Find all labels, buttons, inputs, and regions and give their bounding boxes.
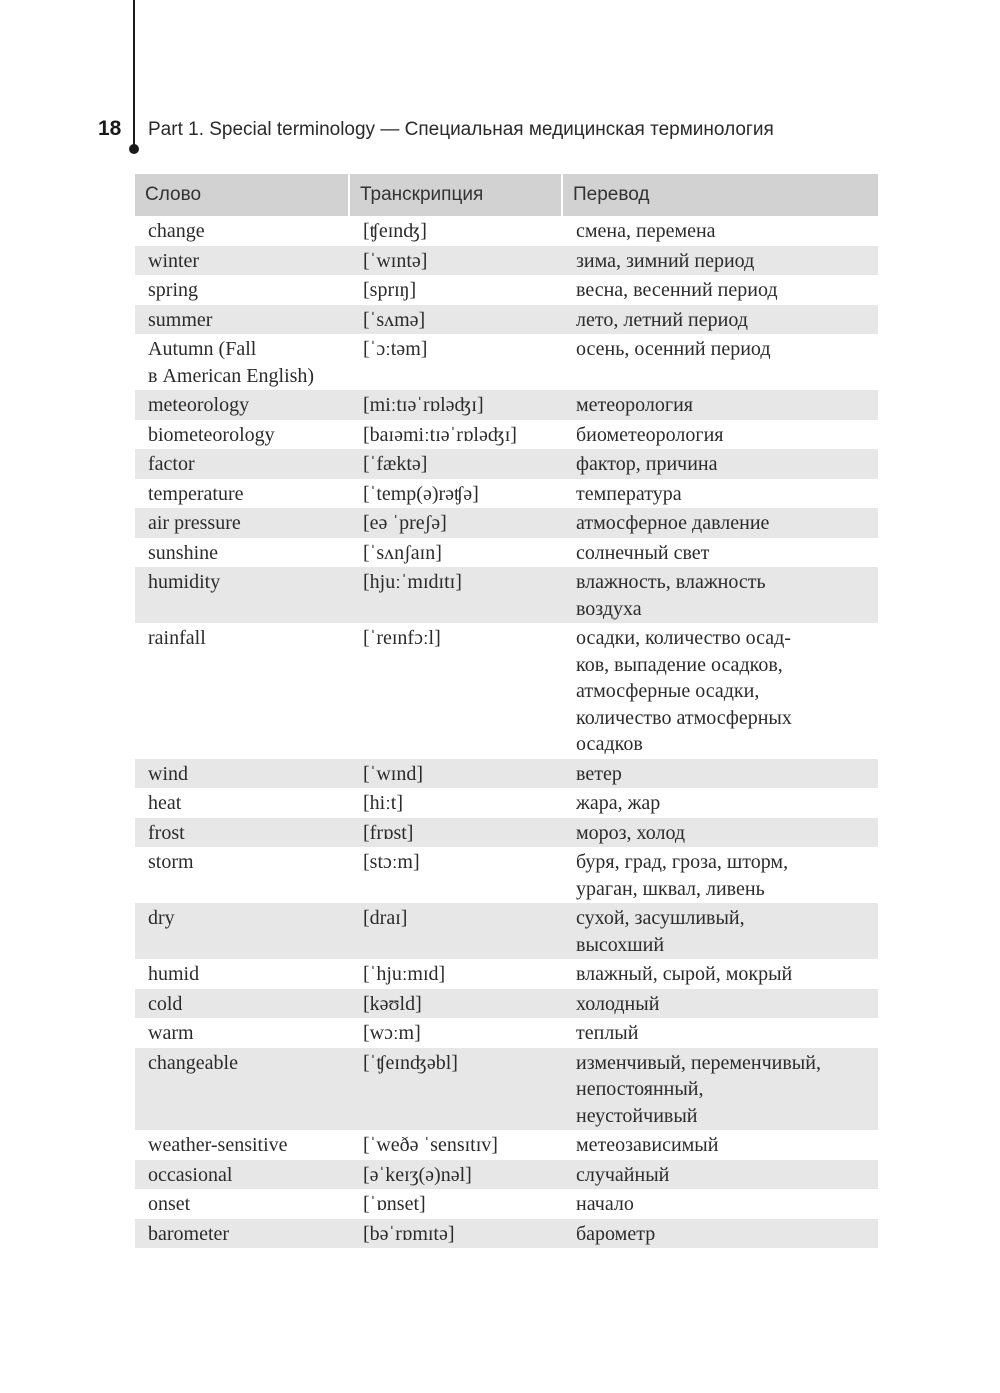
word-cell: dry [135, 903, 348, 959]
word-cell: summer [135, 305, 348, 335]
word-cell: frost [135, 818, 348, 848]
translation-cell: теплый [576, 1022, 639, 1044]
translation-cell: влажный, сырой, мокрый [576, 963, 793, 985]
table-row [135, 479, 878, 509]
table-row [135, 818, 878, 848]
transcription-cell: [ˈweðə ˈsensɪtɪv] [363, 1134, 498, 1156]
transcription-cell: [ˈreɪnfɔːl] [363, 627, 441, 649]
margin-rule [133, 0, 135, 150]
table-row [135, 959, 878, 989]
table-row [135, 623, 878, 759]
translation-cell: зима, зимний период [561, 246, 878, 276]
word-cell: heat [148, 792, 182, 814]
transcription-cell: [ˈɔːtəm] [363, 338, 428, 360]
word-cell: warm [148, 1022, 194, 1044]
transcription-cell: [ˈsʌnʃaɪn] [363, 541, 442, 564]
translation-cell: смена, перемена [576, 220, 716, 242]
transcription-cell: [eə ˈpreʃə] [348, 508, 561, 538]
word-cell: wind [135, 759, 348, 789]
transcription-cell: [hiːt] [363, 792, 403, 814]
translation-cell: сухой, засушливый, высохший [561, 903, 878, 959]
transcription-cell: [ˈwɪntə] [348, 246, 561, 276]
table-row [135, 1048, 878, 1131]
translation-cell: атмосферное давление [561, 508, 878, 538]
translation-cell: ветер [561, 759, 878, 789]
table-row [135, 538, 878, 568]
table-row [135, 1018, 878, 1048]
table-row [135, 759, 878, 789]
word-cell: changeable [135, 1048, 348, 1131]
word-cell: factor [135, 449, 348, 479]
column-header-word: Слово [135, 174, 348, 216]
transcription-cell: [hjuːˈmɪdɪtɪ] [348, 567, 561, 623]
transcription-cell: [baɪəmiːtɪəˈrɒləʤɪ] [363, 423, 517, 446]
transcription-cell: [kəʊld] [348, 989, 561, 1019]
page-number: 18 [98, 117, 122, 140]
table-row [135, 788, 878, 818]
running-title: Part 1. Special terminology — Специальная медицинская терминология [148, 119, 774, 140]
translation-cell: случайный [561, 1160, 878, 1190]
word-cell: weather-sensitive [148, 1134, 288, 1156]
word-cell: cold [135, 989, 348, 1019]
word-cell: humid [148, 963, 200, 985]
transcription-cell: [ˈfæktə] [348, 449, 561, 479]
table-row [135, 508, 878, 538]
word-cell: onset [148, 1193, 191, 1215]
word-cell: storm [148, 851, 194, 873]
table-row [135, 567, 878, 623]
transcription-cell: [ˈhjuːmɪd] [363, 963, 446, 985]
table-row [135, 847, 878, 903]
transcription-cell: [ˈɒnset] [363, 1193, 426, 1215]
table-row [135, 334, 878, 390]
translation-cell: биометеорология [576, 423, 724, 446]
word-cell: air pressure [135, 508, 348, 538]
table-header-row [135, 174, 878, 216]
translation-cell: мороз, холод [561, 818, 878, 848]
translation-cell: весна, весенний период [576, 279, 778, 301]
table-row [135, 216, 878, 246]
transcription-cell: [miːtɪəˈrɒləʤɪ] [348, 390, 561, 420]
table-row [135, 275, 878, 305]
transcription-cell: [frɒst] [348, 818, 561, 848]
translation-cell: буря, град, гроза, шторм, ураган, шквал, ливень [576, 851, 789, 900]
translation-cell: жара, жар [576, 792, 661, 814]
word-cell: barometer [135, 1219, 348, 1249]
word-cell: winter [135, 246, 348, 276]
table-row [135, 305, 878, 335]
translation-cell: солнечный свет [576, 541, 710, 564]
margin-bullet [129, 144, 139, 154]
word-cell: Autumn (Fall в American English) [148, 338, 315, 387]
column-header-translation: Перевод [561, 174, 878, 216]
transcription-cell: [bəˈrɒmɪtə] [348, 1219, 561, 1249]
translation-cell: температура [576, 482, 682, 505]
translation-cell: холодный [561, 989, 878, 1019]
table-row [135, 989, 878, 1019]
table-row [135, 246, 878, 276]
translation-cell: фактор, причина [561, 449, 878, 479]
transcription-cell: [wɔːm] [363, 1022, 421, 1044]
word-cell: change [148, 220, 205, 242]
table-row [135, 1160, 878, 1190]
translation-cell: осень, осенний период [576, 338, 771, 360]
word-cell: humidity [135, 567, 348, 623]
translation-cell: осадки, количество осад- ков, выпадение осадков, атмосферные осадки, количество атмосферных осадков [576, 627, 792, 755]
transcription-cell: [sprɪŋ] [363, 279, 417, 301]
word-cell: rainfall [148, 627, 206, 649]
translation-cell: изменчивый, переменчивый, непостоянный, неустойчивый [561, 1048, 878, 1131]
table-row [135, 1189, 878, 1219]
translation-cell: барометр [561, 1219, 878, 1249]
vocabulary-table [135, 174, 878, 1248]
table-row [135, 1130, 878, 1160]
translation-cell: метеорология [561, 390, 878, 420]
transcription-cell: [ˈtemp(ə)rəʧə] [363, 482, 479, 505]
column-header-transcription: Транскрипция [348, 174, 561, 216]
translation-cell: начало [576, 1193, 634, 1215]
word-cell: biometeorology [148, 423, 275, 446]
word-cell: temperature [148, 482, 244, 505]
word-cell: sunshine [148, 541, 218, 564]
table-row [135, 903, 878, 959]
transcription-cell: [stɔːm] [363, 851, 420, 873]
transcription-cell: [ˈwɪnd] [348, 759, 561, 789]
transcription-cell: [ˈʧeɪnʤəbl] [348, 1048, 561, 1131]
table-row [135, 420, 878, 450]
translation-cell: метеозависимый [576, 1134, 719, 1156]
table-row [135, 390, 878, 420]
table-body [135, 216, 878, 1248]
word-cell: spring [148, 279, 198, 301]
transcription-cell: [ʧeɪnʤ] [363, 220, 427, 242]
translation-cell: влажность, влажность воздуха [561, 567, 878, 623]
transcription-cell: [əˈkeɪʒ(ə)nəl] [348, 1160, 561, 1190]
transcription-cell: [ˈsʌmə] [348, 305, 561, 335]
translation-cell: лето, летний период [561, 305, 878, 335]
table-row [135, 449, 878, 479]
table-row [135, 1219, 878, 1249]
word-cell: occasional [135, 1160, 348, 1190]
word-cell: meteorology [135, 390, 348, 420]
transcription-cell: [draɪ] [348, 903, 561, 959]
